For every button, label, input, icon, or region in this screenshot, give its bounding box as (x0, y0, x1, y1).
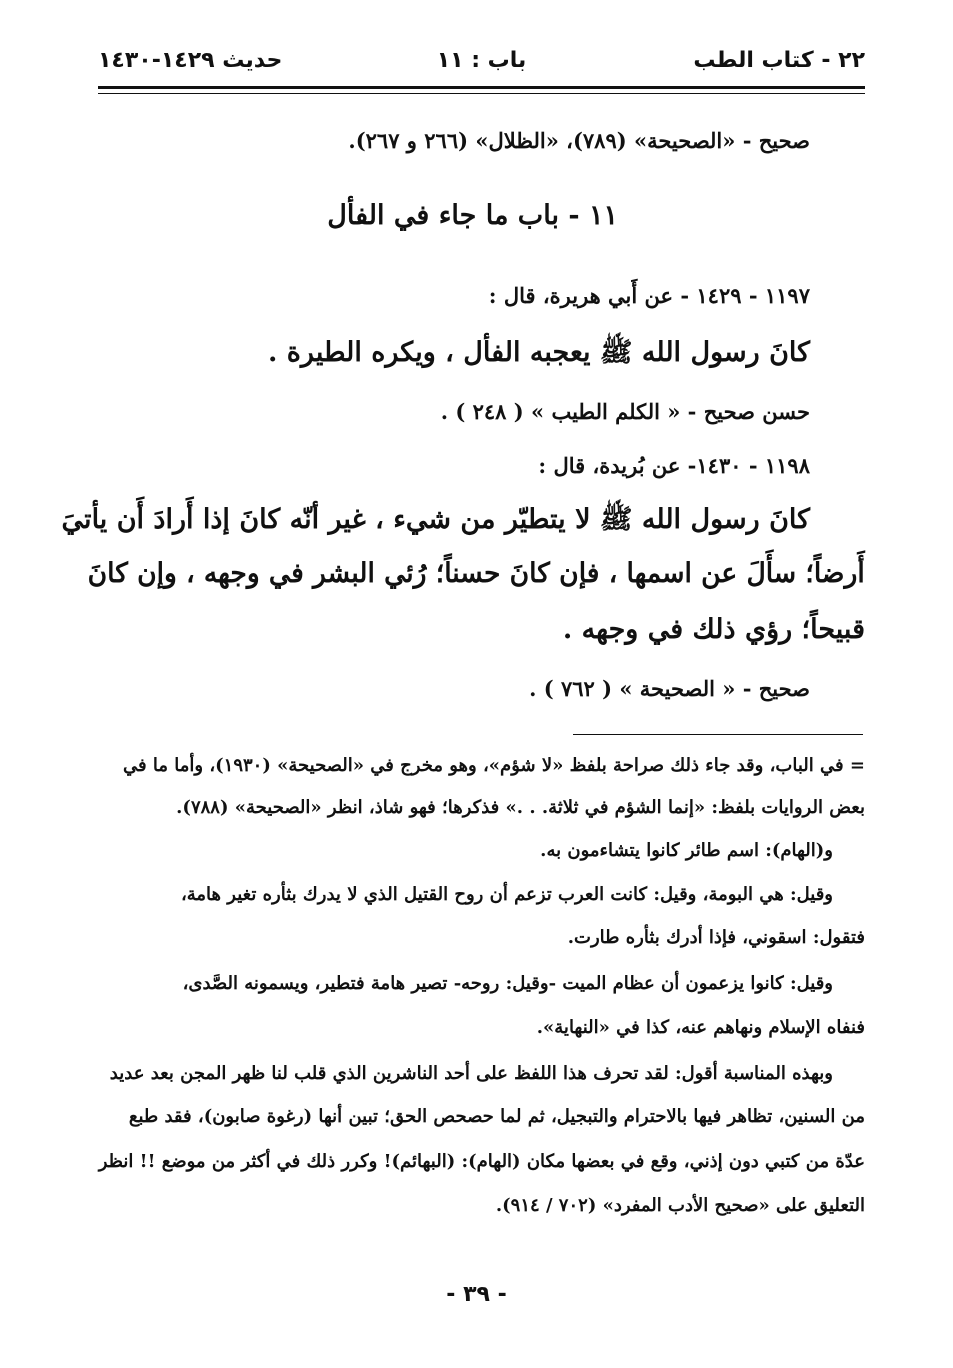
hadith-1-grade: حسن صحيح - « الكلم الطيب » ( ٢٤٨ ) . (440, 399, 810, 424)
header-chapter: باب : ١١ (436, 48, 527, 73)
hadith-2-text-line-2: أَرضاً؛ سأَلَ عن اسمها ، فإن كانَ حسناً؛ رُئي البشر في وجهه ، وإن كانَ (87, 558, 865, 589)
header-hadith-range: حديث ١٤٢٩-١٤٣٠ (98, 48, 283, 73)
hadith-1-number-line: ١١٩٧ - ١٤٢٩ - عن أَبي هريرة، قال : (488, 283, 810, 308)
hadith-2-text-line-1: كانَ رسول الله ﷺ لا يتطيّر من شيء ، غير أنّه كانَ إذا أَرادَ أَن يأتيَ (61, 504, 810, 535)
hadith-2-text-line-3: قبيحاً؛ رؤي ذلك في وجهه . (562, 614, 865, 645)
header-rule-thin (98, 93, 865, 94)
footnote-line: وقيل: هي البومة، وقيل: كانت العرب تزعم أن روح القتيل الذي لا يدرك بثأره تغير هامة، (180, 884, 833, 905)
page-number: - ٣٩ - (446, 1282, 507, 1307)
header-rule-thick (98, 86, 865, 89)
footnote-line: بعض الروايات بلفظ: «إنما الشؤم في ثلاثة. . .» فذكرها؛ فهو شاذ، انظر «الصحيحة» (٧٨٨). (176, 797, 865, 818)
footnote-line: فتقول: اسقوني، فإذا أدرك بثأره طارت. (567, 927, 865, 948)
hadith-1-text: كانَ رسول الله ﷺ يعجبه الفأل ، ويكره الطيرة . (267, 337, 810, 368)
footnote-separator (573, 734, 863, 735)
footnote-line: وقيل: كانوا يزعمون أن عظام الميت -وقيل: روحه- تصير هامة فتطير، ويسمونه الصَّدى، (182, 973, 833, 994)
running-header (98, 48, 865, 82)
footnote-line: فنفاه الإسلام ونهاهم عنه، كذا في «النهاية». (536, 1017, 865, 1038)
hadith-2-number-line: ١١٩٨ - ١٤٣٠- عن بُريدة، قال : (538, 453, 810, 478)
hadith-2-grade: صحيح - « الصحيحة » ( ٧٦٢ ) . (529, 676, 810, 701)
previous-hadith-grade: صحيح - «الصحيحة» (٧٨٩)، «الظلال» (٢٦٦ و ٢٦٧). (348, 128, 810, 153)
footnote-line: من السنين، تظاهر فيها بالاحترام والتبجيل، ثم لما حصحص الحق؛ تبين أنها (رغوة صابون)، فقد طبع (128, 1106, 865, 1127)
footnote-line: وبهذه المناسبة أقول: لقد تحرف هذا اللفظ على أحد الناشرين الذي قلب لنا ظهر المجن بعد عديد (109, 1063, 833, 1084)
header-book-title: ٢٢ - كتاب الطب (693, 48, 865, 73)
footnote-line: عدّة من كتبي دون إذني، وقع في بعضها مكان (الهام): (البهائم)! وكرر ذلك في أكثر من موضع !! انظر (98, 1151, 865, 1172)
chapter-heading: ١١ - باب ما جاء في الفأل (327, 200, 618, 231)
footnote-line: التعليق على «صحيح الأدب المفرد» (٧٠٢ / ٩١٤). (495, 1195, 865, 1216)
footnote-line: و(الهام): اسم طائر كانوا يتشاءمون به. (540, 840, 833, 861)
footnote-line: = في الباب، وقد جاء ذلك صراحة بلفظ «لا شؤم»، وهو مخرج في «الصحيحة» (١٩٣٠)، وأما ما في (122, 755, 865, 776)
